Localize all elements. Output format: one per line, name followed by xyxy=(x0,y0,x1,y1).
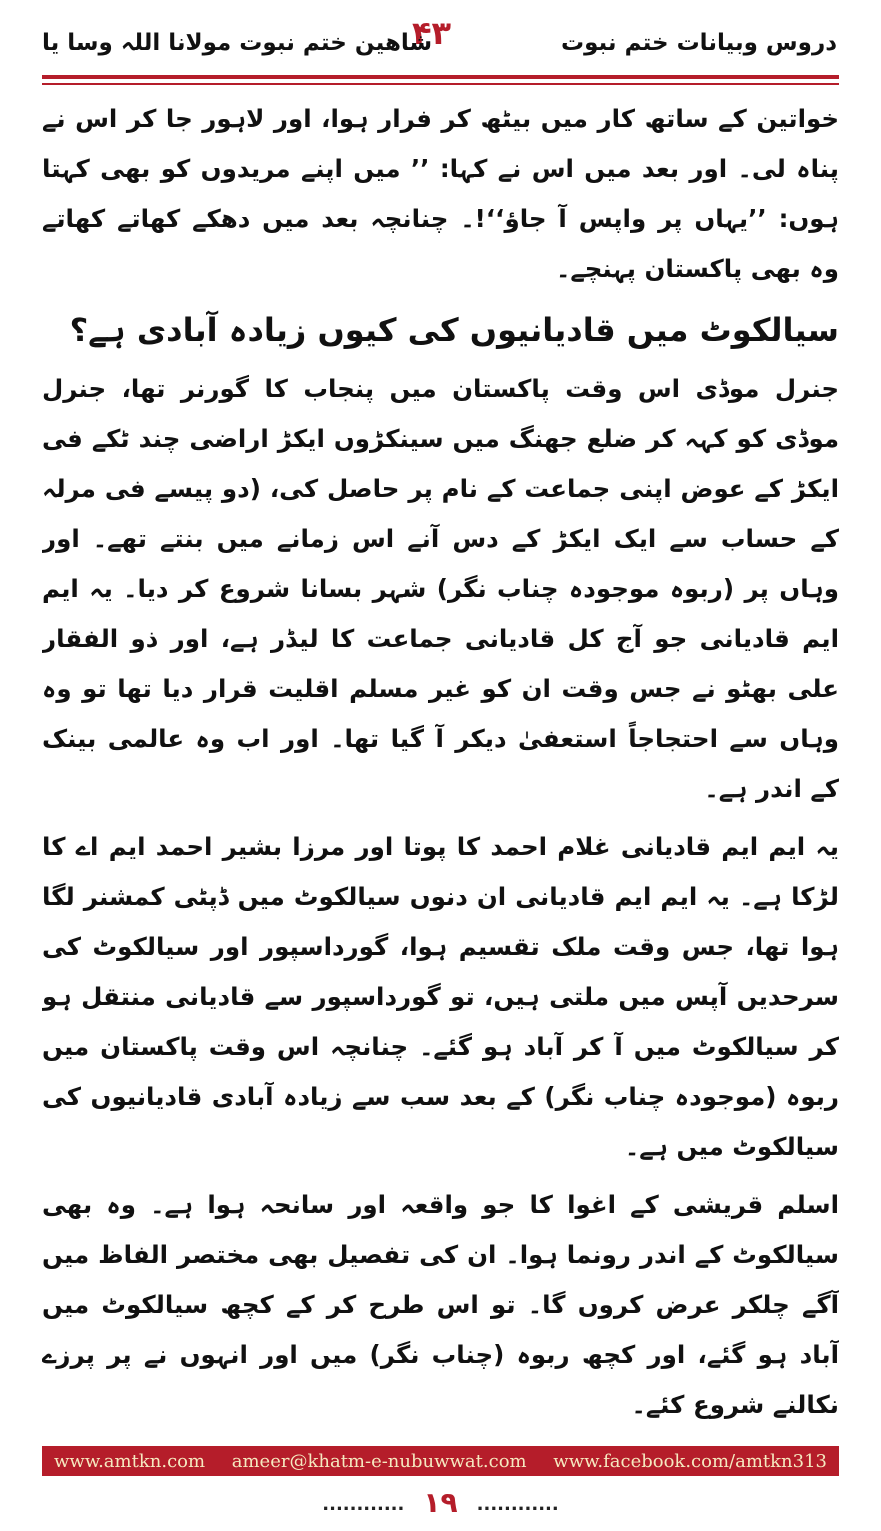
section-heading: سیالکوٹ میں قادیانیوں کی کیوں زیادہ آبادی ہے؟ xyxy=(69,311,839,349)
page-footer-number xyxy=(0,1486,881,1519)
website-link[interactable]: www.amtkn.com xyxy=(54,1450,206,1472)
facebook-link[interactable]: www.facebook.com/amtkn313 xyxy=(553,1450,827,1472)
footer-bar xyxy=(42,1446,839,1476)
book-title: دروس وبیانات ختم نبوت xyxy=(561,30,837,56)
paragraph: اسلم قریشی کے اغوا کا جو واقعہ اور سانحہ ہوا ہے۔ وہ بھی سیالکوٹ کے اندر رونما ہوا۔ ان کی تفصیل بھی مختصر الفاظ میں آگے چلکر عرض کروں گا۔ تو اس طرح کر کے کچھ سیالکوٹ میں آباد ہو گئے، اور کچھ ربوہ (چناب نگر) میں اور انہوں نے پر پرزے نکالنے شروع کئے۔ xyxy=(42,1190,839,1419)
header-rule-thin xyxy=(42,83,839,85)
author-line: شاھین ختم نبوت مولانا اللہ وسا یا xyxy=(42,30,433,56)
page-header xyxy=(0,0,881,82)
header-rule-thick xyxy=(42,75,839,79)
section-heading xyxy=(42,1438,839,1439)
paragraph: جنرل موڈی اس وقت پاکستان میں پنجاب کا گورنر تھا، جنرل موڈی کو کہہ کر ضلع جھنگ میں سینکڑوں ایکڑ اراضی چند ٹکے فی ایکڑ کے عوض اپنی جماعت کے نام پر حاصل کی، (دو پیسے فی مرلہ کے حساب سے ایک ایکڑ کے دس آنے اس زمانے میں بنتے تھے۔ اور وہاں پر (ربوہ موجودہ چناب نگر) شہر بسانا شروع کر دیا۔ یہ ایم ایم قادیانی جو آج کل قادیانی جماعت کا لیڈر ہے، اور ذو الفقار علی بھٹو نے جس وقت ان کو غیر مسلم اقلیت قرار دیا تھا تو وہ وہاں سے احتجاجاً استعفیٰ دیکر آ گیا تھا۔ اور اب وہ عالمی بینک کے اندر ہے۔ xyxy=(42,374,839,803)
dots-right: ............ xyxy=(476,1494,559,1515)
paragraph: یہ ایم ایم قادیانی غلام احمد کا پوتا اور مرزا بشیر احمد ایم اے کا لڑکا ہے۔ یہ ایم ایم قادیانی ان دنوں سیالکوٹ میں ڈپٹی کمشنر لگا ہوا تھا، جس وقت ملک تقسیم ہوا، گورداسپور اور سیالکوٹ کی سرحدیں آپس میں ملتی ہیں، تو گورداسپور سے قادیانی منتقل ہو کر سیالکوٹ میں آ کر آباد ہو گئے۔ چنانچہ اس وقت پاکستان میں ربوہ (موجودہ چناب نگر) کے بعد سب سے زیادہ آبادی قادیانیوں کی سیالکوٹ میں ہے۔ xyxy=(42,832,839,1161)
email-link[interactable]: ameer@khatm-e-nubuwwat.com xyxy=(231,1450,527,1472)
paragraph: خواتین کے ساتھ کار میں بیٹھ کر فرار ہوا، اور لاہور جا کر اس نے پناہ لی۔ اور بعد میں اس نے کہا: ’’ میں اپنے مریدوں کو بھی کہتا ہوں: ’’یہاں پر واپس آ جاؤ‘‘!۔ چنانچہ بعد میں دھکے کھاتے کھاتے وہ بھی پاکستان پہنچے۔ xyxy=(42,104,839,283)
sheet-number: ۱۹ xyxy=(423,1486,458,1519)
page-number: ۴۳ xyxy=(412,14,452,52)
page-body xyxy=(42,94,839,1439)
dots-left: ............ xyxy=(322,1494,405,1515)
